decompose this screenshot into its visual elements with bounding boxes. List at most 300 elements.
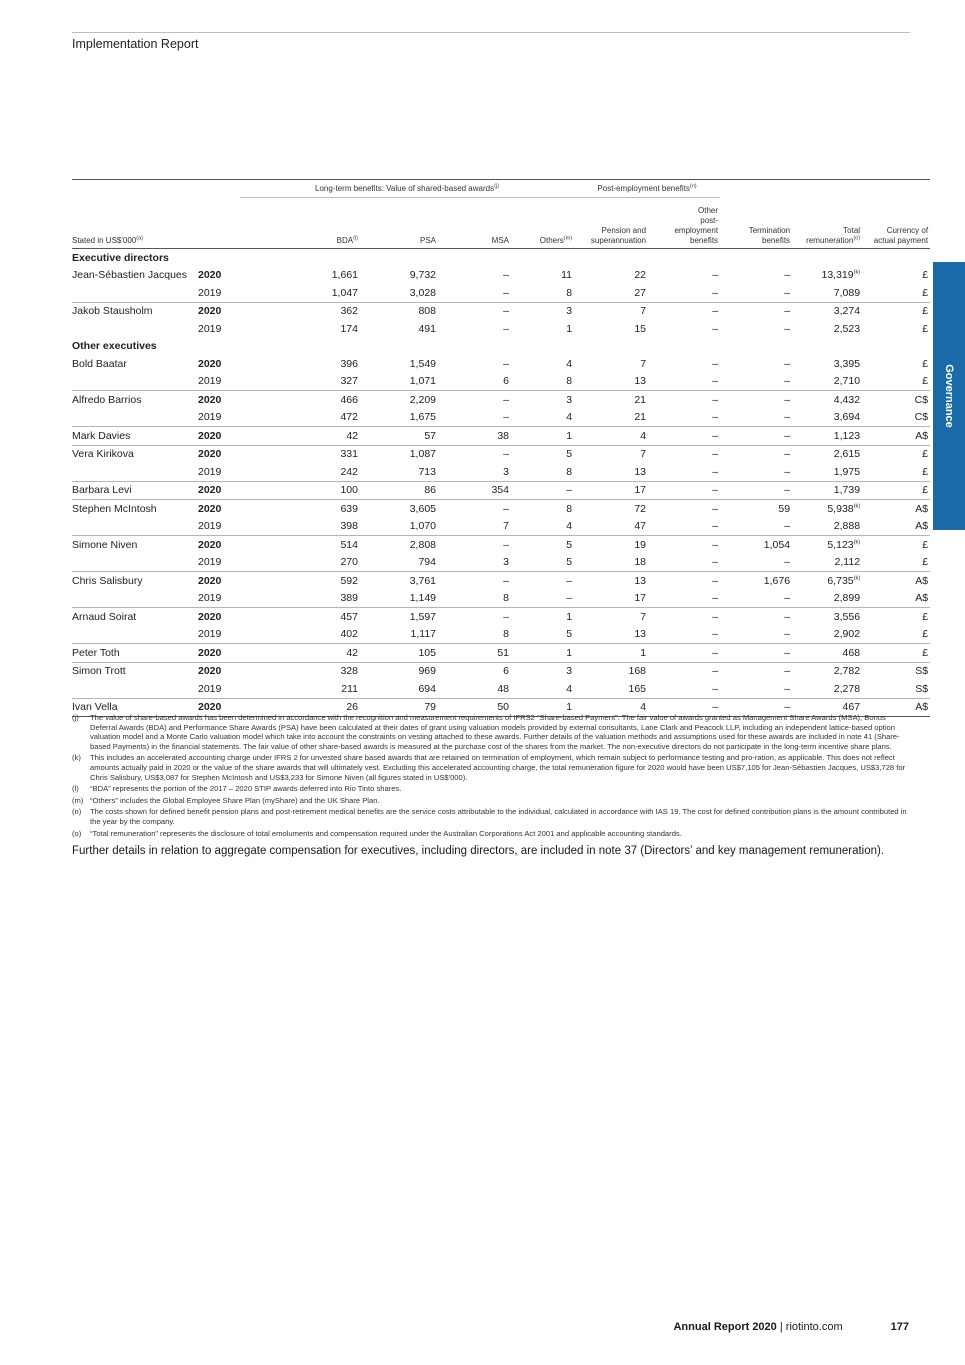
total-value: 5,123 xyxy=(827,538,854,551)
footer-website: riotinto.com xyxy=(785,1321,843,1333)
bda-cell: 402 xyxy=(340,628,358,641)
year-cell: 2020 xyxy=(196,391,240,409)
footnote xyxy=(72,829,910,839)
currency-cell: £ xyxy=(862,644,930,663)
year-cell: 2019 xyxy=(198,286,222,299)
table-row xyxy=(72,662,930,680)
total-footnote-ref: (k) xyxy=(853,575,861,582)
others-cell: 1 xyxy=(511,608,574,626)
table-row xyxy=(72,391,930,409)
psa-cell: 57 xyxy=(360,427,438,446)
pension-cell: 4 xyxy=(574,427,648,446)
year-cell: 2020 xyxy=(196,698,240,717)
bda-cell: 472 xyxy=(340,411,358,424)
executive-name: Jakob Stausholm xyxy=(72,302,196,320)
others-cell: 1 xyxy=(566,322,573,335)
year-cell: 2019 xyxy=(198,465,222,478)
psa-cell: 969 xyxy=(360,662,438,680)
psa-cell: 1,549 xyxy=(409,357,436,370)
total-value: 1,975 xyxy=(833,465,861,478)
total-cell xyxy=(792,590,862,608)
others-cell: – xyxy=(511,481,574,500)
currency-cell: £ xyxy=(862,608,930,626)
psa-cell: 808 xyxy=(360,302,438,320)
total-cell xyxy=(792,662,862,680)
table-row xyxy=(72,320,930,338)
year-cell: 2019 xyxy=(198,628,222,641)
currency-cell: S$ xyxy=(915,682,929,695)
total-cell xyxy=(792,320,862,338)
total-cell xyxy=(792,536,862,554)
termination-cell: – xyxy=(720,608,792,626)
msa-header: MSA xyxy=(438,198,511,249)
termination-cell: – xyxy=(720,662,792,680)
pension-cell: 15 xyxy=(634,322,647,335)
footnote-text: This includes an accelerated accounting charge under IFRS 2 for unvested share based awards that are retained on termination of employment, which remain subject to performance testing and pro-ration, as applicable. This does not reflect amounts actually paid in 2020 or the value of the share awards that will ultimately vest. Excluding this accelerated accounting charge, the total remuneration figure for 2020 would have been US$7,105 for Jean-Sébastien Jacques, US$3,728 for Chris Salisbury, US$3,087 for Stephen McIntosh and US$3,233 for Simone Niven (all figures stated in US$'000). xyxy=(90,753,906,782)
termination-cell: 1,054 xyxy=(720,536,792,554)
year-cell: 2020 xyxy=(196,302,240,320)
pension-cell: 7 xyxy=(640,357,647,370)
footnote xyxy=(72,807,910,826)
table-row xyxy=(72,626,930,644)
year-cell: 2019 xyxy=(198,411,222,424)
table-row xyxy=(72,284,930,302)
msa-cell: 6 xyxy=(438,662,511,680)
other-post-employment-header: Other post- employment benefits xyxy=(648,198,720,249)
remuneration-table-container xyxy=(72,179,929,717)
year-cell: 2019 xyxy=(198,520,222,533)
currency-cell: £ xyxy=(922,269,929,282)
termination-cell: – xyxy=(720,698,792,717)
year-cell: 2019 xyxy=(198,322,222,335)
pension-cell: 7 xyxy=(574,445,648,463)
executive-name xyxy=(72,320,196,338)
total-footnote-ref: (k) xyxy=(853,539,861,546)
table-row xyxy=(72,500,930,518)
pension-cell: 72 xyxy=(574,500,648,518)
executive-name: Bold Baatar xyxy=(72,357,127,370)
termination-cell: – xyxy=(720,481,792,500)
msa-cell: – xyxy=(438,500,511,518)
others-cell: 5 xyxy=(511,536,574,554)
psa-cell: 105 xyxy=(360,644,438,663)
executive-name xyxy=(72,680,196,698)
pension-cell: 13 xyxy=(634,465,647,478)
total-value: 1,739 xyxy=(833,484,861,497)
table-row xyxy=(72,463,930,481)
total-cell xyxy=(792,427,862,446)
pension-cell: 17 xyxy=(634,592,647,605)
currency-header: Currency of actual payment xyxy=(862,198,930,249)
footer-report-title: Annual Report 2020 xyxy=(673,1321,777,1333)
psa-cell: 713 xyxy=(418,465,436,478)
other-post-cell: – xyxy=(648,391,720,409)
termination-cell: – xyxy=(720,302,792,320)
bda-cell: 1,661 xyxy=(331,269,358,282)
currency-cell: £ xyxy=(922,628,929,641)
total-cell xyxy=(792,409,862,427)
executive-name xyxy=(72,409,196,427)
executive-name xyxy=(72,284,196,302)
msa-cell: – xyxy=(503,411,509,424)
currency-cell: £ xyxy=(862,481,930,500)
total-value: 2,615 xyxy=(833,448,861,461)
others-cell: 5 xyxy=(566,556,573,569)
currency-cell: A$ xyxy=(915,592,929,605)
other-post-cell: – xyxy=(648,302,720,320)
termination-cell: – xyxy=(784,286,791,299)
post-employment-benefits-header: Post-employment benefits$^{(n)}$ xyxy=(574,180,720,198)
total-cell xyxy=(792,554,862,572)
bda-cell: 242 xyxy=(340,465,358,478)
total-cell xyxy=(792,391,862,409)
psa-cell: 2,209 xyxy=(360,391,438,409)
group-header-row xyxy=(72,180,930,198)
table-row xyxy=(72,644,930,663)
other-post-cell: – xyxy=(648,500,720,518)
section-row xyxy=(72,338,930,356)
termination-cell: – xyxy=(784,556,791,569)
bda-cell: 639 xyxy=(240,500,360,518)
table-row xyxy=(72,355,930,373)
executive-name: Simone Niven xyxy=(72,536,196,554)
others-cell: 5 xyxy=(566,628,573,641)
pension-header: Pension and superannuation xyxy=(574,198,648,249)
table-row xyxy=(72,409,930,427)
total-cell xyxy=(792,644,862,663)
others-cell: 1 xyxy=(511,427,574,446)
bda-cell: 1,047 xyxy=(331,286,358,299)
other-post-cell: – xyxy=(712,628,719,641)
table-row xyxy=(72,608,930,626)
psa-cell: 1,597 xyxy=(360,608,438,626)
others-cell: 8 xyxy=(566,465,573,478)
year-cell: 2020 xyxy=(196,572,240,590)
total-value: 3,556 xyxy=(833,610,861,623)
year-cell: 2020 xyxy=(196,644,240,663)
bda-cell: 457 xyxy=(240,608,360,626)
termination-cell: 59 xyxy=(720,500,792,518)
footnote-label: (m) xyxy=(72,795,84,805)
footnote xyxy=(72,713,910,751)
table-row xyxy=(72,572,930,590)
executive-name xyxy=(72,590,196,608)
page-footer xyxy=(673,1321,909,1333)
other-post-cell: – xyxy=(712,269,719,282)
others-cell: 4 xyxy=(566,682,573,695)
bda-cell: 174 xyxy=(340,322,358,335)
total-cell xyxy=(792,626,862,644)
bda-cell: 466 xyxy=(240,391,360,409)
total-footnote-ref: (k) xyxy=(853,503,861,510)
psa-cell: 1,071 xyxy=(409,375,436,388)
currency-cell: £ xyxy=(922,375,929,388)
other-post-cell: – xyxy=(712,682,719,695)
currency-cell: A$ xyxy=(862,572,930,590)
other-post-cell: – xyxy=(712,357,719,370)
other-post-cell: – xyxy=(712,592,719,605)
total-cell xyxy=(792,500,862,518)
total-value: 3,694 xyxy=(833,411,861,424)
psa-header: PSA xyxy=(360,198,438,249)
footer-separator: | xyxy=(776,1321,786,1333)
bda-cell: 396 xyxy=(340,357,358,370)
bda-cell: 398 xyxy=(340,520,358,533)
executive-name: Stephen McIntosh xyxy=(72,500,196,518)
executive-name xyxy=(72,554,196,572)
side-tab-label: Governance xyxy=(943,364,955,428)
total-value: 1,123 xyxy=(833,429,861,442)
executive-name: Barbara Levi xyxy=(72,481,196,500)
pension-cell: 18 xyxy=(634,556,647,569)
stated-in-header: Stated in US$'000$^{(a)}$ xyxy=(72,198,240,249)
total-cell xyxy=(792,680,862,698)
termination-cell: – xyxy=(720,445,792,463)
pension-cell: 17 xyxy=(574,481,648,500)
others-cell: 3 xyxy=(511,391,574,409)
total-cell xyxy=(792,373,862,391)
year-cell: 2020 xyxy=(196,481,240,500)
pension-cell: 19 xyxy=(574,536,648,554)
bda-cell: 100 xyxy=(240,481,360,500)
year-cell: 2019 xyxy=(198,682,222,695)
other-post-cell: – xyxy=(648,698,720,717)
remuneration-table xyxy=(72,179,930,717)
currency-cell: C$ xyxy=(914,411,929,424)
bda-cell: 211 xyxy=(341,682,358,695)
total-value: 2,523 xyxy=(833,322,861,335)
page-title: Implementation Report xyxy=(72,37,199,51)
psa-cell: 1,149 xyxy=(409,592,436,605)
others-cell: 5 xyxy=(511,445,574,463)
msa-cell: – xyxy=(503,269,509,282)
total-cell xyxy=(792,481,862,500)
total-value: 468 xyxy=(842,646,861,659)
total-value: 5,938 xyxy=(827,502,854,515)
further-details-text: Further details in relation to aggregate compensation for executives, including directors, are included in note 37 (Directors’ and key management remuneration). xyxy=(72,845,885,858)
psa-cell: 1,087 xyxy=(360,445,438,463)
footnote-label: (j) xyxy=(72,713,79,722)
year-cell: 2019 xyxy=(198,556,222,569)
pension-cell: 7 xyxy=(574,302,648,320)
others-cell: 1 xyxy=(511,644,574,663)
others-cell: 11 xyxy=(561,269,573,282)
bda-cell: 42 xyxy=(240,427,360,446)
year-cell: 2020 xyxy=(196,608,240,626)
msa-cell: – xyxy=(438,608,511,626)
table-row xyxy=(72,518,930,536)
other-post-cell: – xyxy=(648,644,720,663)
others-cell: 4 xyxy=(566,411,573,424)
pension-cell: 21 xyxy=(634,411,647,424)
footnote xyxy=(72,753,910,782)
executive-name xyxy=(72,463,196,481)
other-post-cell: – xyxy=(648,427,720,446)
footnote-label: (l) xyxy=(72,784,79,794)
msa-cell: 6 xyxy=(503,375,509,388)
msa-cell: 48 xyxy=(497,682,509,695)
bda-cell: 331 xyxy=(240,445,360,463)
total-cell xyxy=(792,608,862,626)
executive-name: Jean-Sébastien Jacques xyxy=(72,269,187,282)
footnote-text: “Total remuneration” represents the disclosure of total emoluments and compensation required under the Australian Corporations Act 2001 and applicable accounting standards. xyxy=(90,828,682,838)
executive-name xyxy=(72,518,196,536)
total-value: 3,395 xyxy=(833,357,861,370)
others-cell: 8 xyxy=(566,286,573,299)
footnotes xyxy=(72,713,910,858)
msa-cell: – xyxy=(438,572,511,590)
msa-cell: 51 xyxy=(438,644,511,663)
termination-cell: – xyxy=(784,322,791,335)
currency-cell: £ xyxy=(862,536,930,554)
termination-cell: 1,676 xyxy=(720,572,792,590)
pension-cell: 7 xyxy=(574,608,648,626)
total-cell xyxy=(792,302,862,320)
other-post-cell: – xyxy=(712,375,719,388)
termination-cell: – xyxy=(784,628,791,641)
table-row xyxy=(72,445,930,463)
pension-cell: 22 xyxy=(634,269,647,282)
table-row xyxy=(72,481,930,500)
msa-cell: 3 xyxy=(503,556,509,569)
pension-cell: 27 xyxy=(634,286,647,299)
total-value: 2,902 xyxy=(833,628,861,641)
year-cell: 2020 xyxy=(196,662,240,680)
psa-cell: 79 xyxy=(360,698,438,717)
total-cell xyxy=(792,445,862,463)
total-footnote-ref: (k) xyxy=(853,269,861,276)
executive-name: Alfredo Barrios xyxy=(72,391,196,409)
currency-cell: C$ xyxy=(862,391,930,409)
msa-cell: – xyxy=(438,302,511,320)
termination-cell: – xyxy=(720,427,792,446)
termination-cell: – xyxy=(784,465,791,478)
others-cell: 3 xyxy=(511,662,574,680)
bda-cell: 327 xyxy=(340,375,358,388)
footnotes-list xyxy=(72,713,910,838)
msa-cell: 38 xyxy=(438,427,511,446)
others-cell: 8 xyxy=(511,500,574,518)
long-term-benefits-header: Long-term benefits: Value of shared-based awards$^{(j)}$ xyxy=(240,180,574,198)
total-remuneration-header: Total remuneration$^{(o)}$ xyxy=(792,198,862,249)
others-cell: 4 xyxy=(566,357,573,370)
msa-cell: 354 xyxy=(438,481,511,500)
footnote-label: (n) xyxy=(72,807,82,817)
pension-cell: 13 xyxy=(574,572,648,590)
others-cell: 4 xyxy=(566,520,573,533)
termination-cell: – xyxy=(784,375,791,388)
executive-name: Mark Davies xyxy=(72,427,196,446)
currency-cell: £ xyxy=(922,556,929,569)
total-value: 2,710 xyxy=(833,375,861,388)
executive-name: Arnaud Soirat xyxy=(72,608,196,626)
total-value: 6,735 xyxy=(827,574,854,587)
msa-cell: – xyxy=(503,322,509,335)
page-header xyxy=(72,32,910,51)
bda-cell: 270 xyxy=(340,556,358,569)
total-value: 13,319 xyxy=(821,269,854,282)
msa-cell: – xyxy=(438,391,511,409)
total-value: 4,432 xyxy=(833,393,861,406)
psa-cell: 9,732 xyxy=(409,269,436,282)
currency-cell: A$ xyxy=(862,698,930,717)
msa-cell: 8 xyxy=(503,592,509,605)
bda-cell: 389 xyxy=(340,592,358,605)
table-row xyxy=(72,554,930,572)
psa-cell: 3,028 xyxy=(409,286,436,299)
termination-cell: – xyxy=(784,411,791,424)
total-cell xyxy=(792,267,862,285)
total-value: 2,278 xyxy=(833,682,861,695)
table-row xyxy=(72,590,930,608)
executive-name: Chris Salisbury xyxy=(72,572,196,590)
footnote-text: “BDA” represents the portion of the 2017 – 2020 STIP awards deferred into Rio Tinto shares. xyxy=(90,784,402,794)
section-heading: Executive directors xyxy=(72,251,169,264)
other-post-cell: – xyxy=(648,481,720,500)
psa-cell: 3,761 xyxy=(360,572,438,590)
currency-cell: S$ xyxy=(862,662,930,680)
section-row xyxy=(72,249,930,267)
bda-cell: 592 xyxy=(240,572,360,590)
total-cell xyxy=(792,518,862,536)
year-cell: 2019 xyxy=(198,375,222,388)
termination-cell: – xyxy=(784,357,791,370)
pension-cell: 165 xyxy=(628,682,647,695)
psa-cell: 3,605 xyxy=(360,500,438,518)
total-value: 2,782 xyxy=(833,665,861,678)
psa-cell: 491 xyxy=(418,322,436,335)
total-value: 3,274 xyxy=(833,305,861,318)
termination-cell: – xyxy=(720,391,792,409)
total-cell xyxy=(792,355,862,373)
total-value: 467 xyxy=(842,701,861,714)
pension-cell: 47 xyxy=(634,520,647,533)
psa-cell: 1,070 xyxy=(409,520,436,533)
footnote xyxy=(72,796,910,806)
other-post-cell: – xyxy=(648,662,720,680)
bda-cell: 362 xyxy=(240,302,360,320)
table-row xyxy=(72,302,930,320)
other-post-cell: – xyxy=(712,556,719,569)
currency-cell: £ xyxy=(922,286,929,299)
pension-cell: 168 xyxy=(574,662,648,680)
table-body xyxy=(72,249,930,717)
currency-cell: £ xyxy=(862,302,930,320)
termination-cell: – xyxy=(784,520,791,533)
termination-cell: – xyxy=(784,269,791,282)
total-value: 2,112 xyxy=(834,556,861,569)
table-row xyxy=(72,373,930,391)
currency-cell: £ xyxy=(922,465,929,478)
others-header: Others$^{(m)}$ xyxy=(511,198,574,249)
footnote-text: The value of share-based awards has been determined in accordance with the recognition and measurement requirements of IFRS2 “Share-based Payment”. The fair value of awards granted as Management Share Awards (MSA), Bonus Deferral Awards (BDA) and Performance Share Awards (PSA) have been calculated at their dates of grant using valuation models provided by external consultants, Lane Clark and Peacock LLP, including an independent lattice-based option valuation model and a Monte Carlo valuation model which take into account the constraints on vesting attached to these awards. Further details of the valuation methods and assumptions used for these awards are included in note 41 (Share-based Payments) in the financial statements. The fair value of other share-based awards is measured at the purchase cost of the shares from the market. The non-executive directors do not participate in the long-term incentive share plans. xyxy=(90,713,900,751)
other-post-cell: – xyxy=(648,572,720,590)
bda-cell: 514 xyxy=(240,536,360,554)
pension-cell: 21 xyxy=(574,391,648,409)
termination-cell: – xyxy=(720,644,792,663)
year-cell: 2020 xyxy=(198,269,222,282)
year-cell: 2020 xyxy=(196,445,240,463)
pension-cell: 13 xyxy=(634,375,647,388)
bda-cell: 42 xyxy=(240,644,360,663)
other-post-cell: – xyxy=(648,445,720,463)
section-heading: Other executives xyxy=(72,340,157,353)
column-header-row xyxy=(72,198,930,249)
footnote xyxy=(72,784,910,794)
side-section-tab xyxy=(933,262,965,530)
bda-cell: 26 xyxy=(240,698,360,717)
other-post-cell: – xyxy=(648,536,720,554)
